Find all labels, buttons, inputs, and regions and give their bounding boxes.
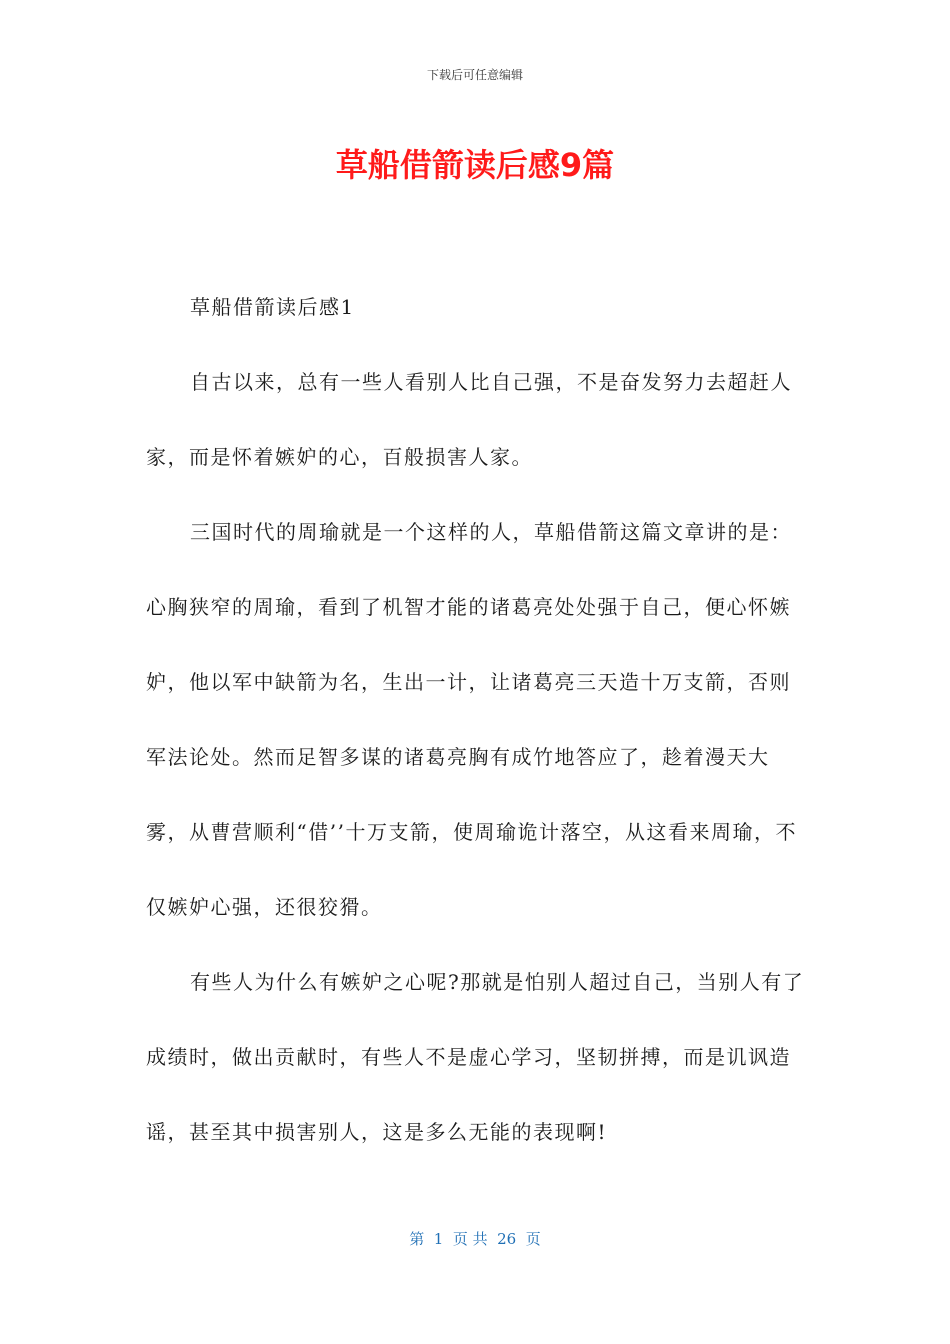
section-heading: 草船借箭读后感1 [190,295,355,319]
page-number-footer: 第 1 页 共 26 页 [409,1230,541,1248]
paragraph: 有些人为什么有嫉妒之心呢?那就是怕别人超过自己，当别人有了成绩时，做出贡献时，有些人不是虚心学习，坚韧拼搏，而是讥讽造谣，甚至其中损害别人，这是多么无能的表现啊! [146,970,805,1144]
document-title: 草船借箭读后感9篇 [335,146,615,184]
document-body [146,270,806,1170]
header-note: 下载后可任意编辑 [426,68,523,82]
paragraph: 自古以来，总有一些人看别人比自己强，不是奋发努力去超赶人家，而是怀着嫉妒的心，百般损害人家。 [146,370,792,469]
paragraph: 三国时代的周瑜就是一个这样的人，草船借箭这篇文章讲的是：心胸狭窄的周瑜，看到了机智才能的诸葛亮处处强于自己，便心怀嫉妒，他以军中缺箭为名，生出一计，让诸葛亮三天造十万支箭，否则军法论处。然而足智多谋的诸葛亮胸有成竹地答应了，趁着漫天大雾，从曹营顺利“借’’十万支箭，使周瑜诡计落空，从这看来周瑜，不仅嫉妒心强，还很狡猾。 [146,520,797,919]
